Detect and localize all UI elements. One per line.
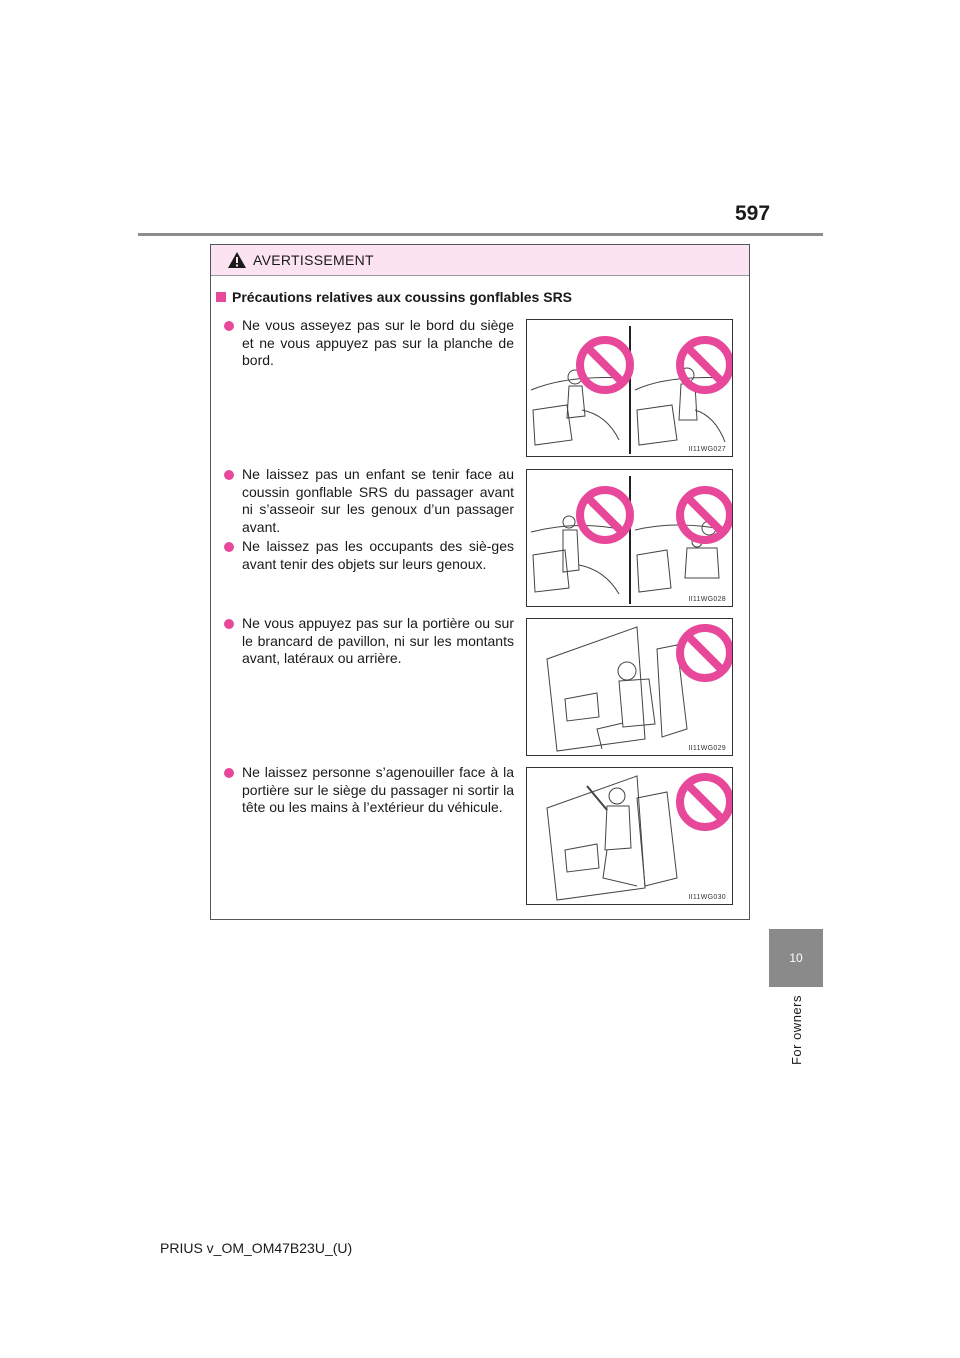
- bullet-text: Ne vous asseyez pas sur le bord du siège et ne vous appuyez pas sur la planche de bord.: [242, 317, 514, 368]
- chapter-label-text: For owners: [788, 995, 804, 1066]
- illustration-sitting-edge: [526, 319, 733, 457]
- illustration-kneeling: [526, 767, 733, 905]
- square-bullet-icon: [216, 292, 226, 302]
- section-title-text: Précautions relatives aux coussins gonflables SRS: [232, 289, 573, 305]
- figure-code: II11WG030: [688, 894, 726, 901]
- bullet-item: [224, 764, 514, 817]
- bullet-dot-icon: [224, 470, 234, 480]
- car-interior-illustration: [527, 470, 733, 607]
- warning-box: [210, 244, 750, 920]
- car-interior-illustration: [527, 768, 733, 905]
- bullet-text: Ne laissez personne s’agenouiller face à la portière sur le siège du passager ni sortir la tête ou les mains à l’extérieur du véhicule.: [242, 764, 514, 815]
- bullet-item: [224, 466, 514, 536]
- section-title: [216, 289, 572, 305]
- bullet-text: Ne laissez pas les occupants des siè-ges avant tenir des objets sur leurs genoux.: [242, 538, 514, 572]
- warning-header: [211, 245, 749, 276]
- illustration-child-airbag: [526, 469, 733, 607]
- car-interior-illustration: [527, 619, 733, 756]
- bullet-dot-icon: [224, 619, 234, 629]
- bullet-text: Ne vous appuyez pas sur la portière ou sur le brancard de pavillon, ni sur les montants avant, latéraux ou arrière.: [242, 615, 514, 666]
- bullet-text: Ne laissez pas un enfant se tenir face au coussin gonflable SRS du passager avant ni s’asseoir sur les genoux d’un passager avant.: [242, 466, 514, 535]
- bullet-item: [224, 317, 514, 370]
- figure-code: II11WG029: [688, 745, 726, 752]
- bullet-dot-icon: [224, 321, 234, 331]
- header-rule: [138, 233, 823, 236]
- bullet-dot-icon: [224, 542, 234, 552]
- bullet-item: [224, 538, 514, 573]
- chapter-tab: [769, 929, 823, 987]
- warning-triangle-icon: [227, 251, 247, 269]
- bullet-dot-icon: [224, 768, 234, 778]
- warning-header-text: AVERTISSEMENT: [253, 252, 374, 268]
- illustration-leaning-door: [526, 618, 733, 756]
- car-interior-illustration: [527, 320, 733, 457]
- figure-code: II11WG027: [688, 446, 726, 453]
- bullet-item: [224, 615, 514, 668]
- chapter-label: [770, 995, 822, 1070]
- chapter-number: 10: [789, 951, 803, 965]
- figure-code: II11WG028: [688, 596, 726, 603]
- footer-doc-code: PRIUS v_OM_OM47B23U_(U): [160, 1240, 353, 1256]
- page-number: 597: [735, 202, 771, 225]
